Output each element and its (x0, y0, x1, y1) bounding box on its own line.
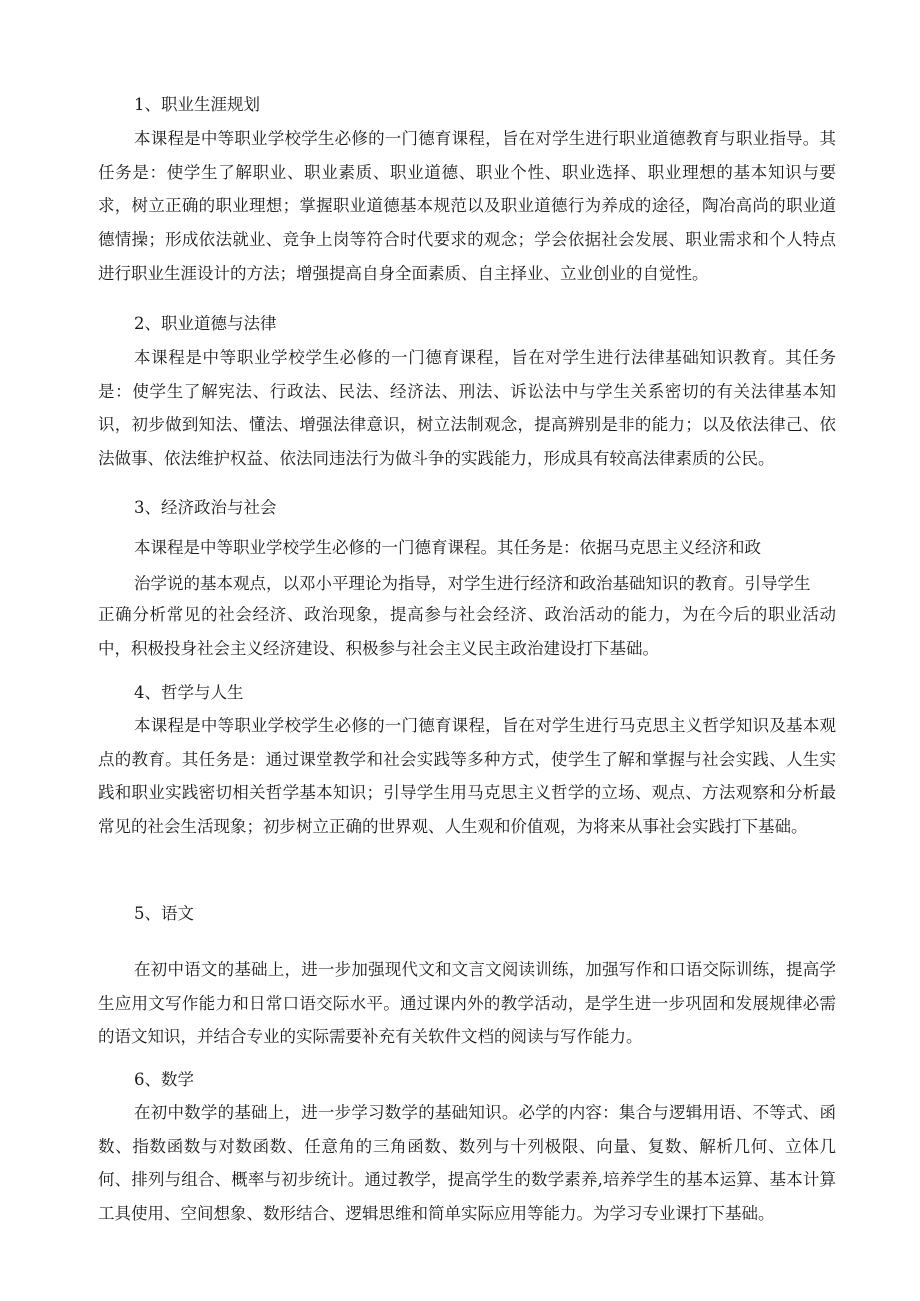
section-heading-career-planning: 1、职业生涯规划 (134, 95, 260, 114)
section-body-chinese: 在初中语文的基础上，进一步加强现代文和文言文阅读训练，加强写作和口语交际训练，提高学生应用文写作能力和日常口语交际水平。通过课内外的教学活动，是学生进一步巩固和发展规律必需的语文知识，并结合专业的实际需要补充有关软件文档的阅读与写作能力。 (98, 960, 836, 1047)
section-heading-ethics-law: 2、职业道德与法律 (134, 314, 277, 333)
section-body-philosophy-life: 本课程是中等职业学校学生必修的一门德育课程，旨在对学生进行马克思主义哲学知识及基本观点的教育。其任务是：通过课堂教学和社会实践等多种方式，使学生了解和掌握与社会实践、人生实践和职业实践密切相关哲学基本知识；引导学生用马克思主义哲学的立场、观点、方法观察和分析最常见的社会生活现象；初步树立正确的世界观、人生观和价值观，为将来从事社会实践打下基础。 (98, 716, 836, 837)
section-heading-math: 6、数学 (134, 1070, 194, 1089)
section-body-math: 在初中数学的基础上，进一步学习数学的基础知识。必学的内容：集合与逻辑用语、不等式、函数、指数函数与对数函数、任意角的三角函数、数列与十列极限、向量、复数、解析几何、立体几何、排列与组合、概率与初步统计。通过教学，提高学生的数学素养,培养学生的基本运算、基本计算工具使用、空间想象、数形结合、逻辑思维和简单实际应用等能力。为学习专业课打下基础。 (98, 1103, 836, 1224)
section-body-economics-politics-line1: 本课程是中等职业学校学生必修的一门德育课程。其任务是：依据马克思主义经济和政 (134, 538, 761, 557)
section-body-ethics-law: 本课程是中等职业学校学生必修的一门德育课程，旨在对学生进行法律基础知识教育。其任务是：使学生了解宪法、行政法、民法、经济法、刑法、诉讼法中与学生关系密切的有关法律基本知识，初步做到知法、懂法、增强法律意识，树立法制观念，提高辨别是非的能力；以及依法律己、依法做事、依法维护权益、依法同违法行为做斗争的实践能力，形成具有较高法律素质的公民。 (98, 348, 836, 469)
section-heading-philosophy-life: 4、哲学与人生 (134, 683, 244, 702)
section-body-career-planning: 本课程是中等职业学校学生必修的一门德育课程，旨在对学生进行职业道德教育与职业指导。其任务是：使学生了解职业、职业素质、职业道德、职业个性、职业选择、职业理想的基本知识与要求，树立正确的职业理想；掌握职业道德基本规范以及职业道德行为养成的途径，陶冶高尚的职业道德情操；形成依法就业、竞争上岗等符合时代要求的观念；学会依据社会发展、职业需求和个人特点进行职业生涯设计的方法；增强提高自身全面素质、自主择业、立业创业的自觉性。 (98, 129, 836, 283)
section-heading-economics-politics: 3、经济政治与社会 (134, 498, 277, 517)
section-body-economics-politics-rest: 正确分析常见的社会经济、政治现象，提高参与社会经济、政治活动的能力，为在今后的职业活动中，积极投身社会主义经济建设、积极参与社会主义民主政治建设打下基础。 (98, 605, 836, 658)
section-body-economics-politics-line2: 治学说的基本观点，以邓小平理论为指导，对学生进行经济和政治基础知识的教育。引导学生 (134, 574, 811, 593)
section-heading-chinese: 5、语文 (134, 904, 194, 923)
